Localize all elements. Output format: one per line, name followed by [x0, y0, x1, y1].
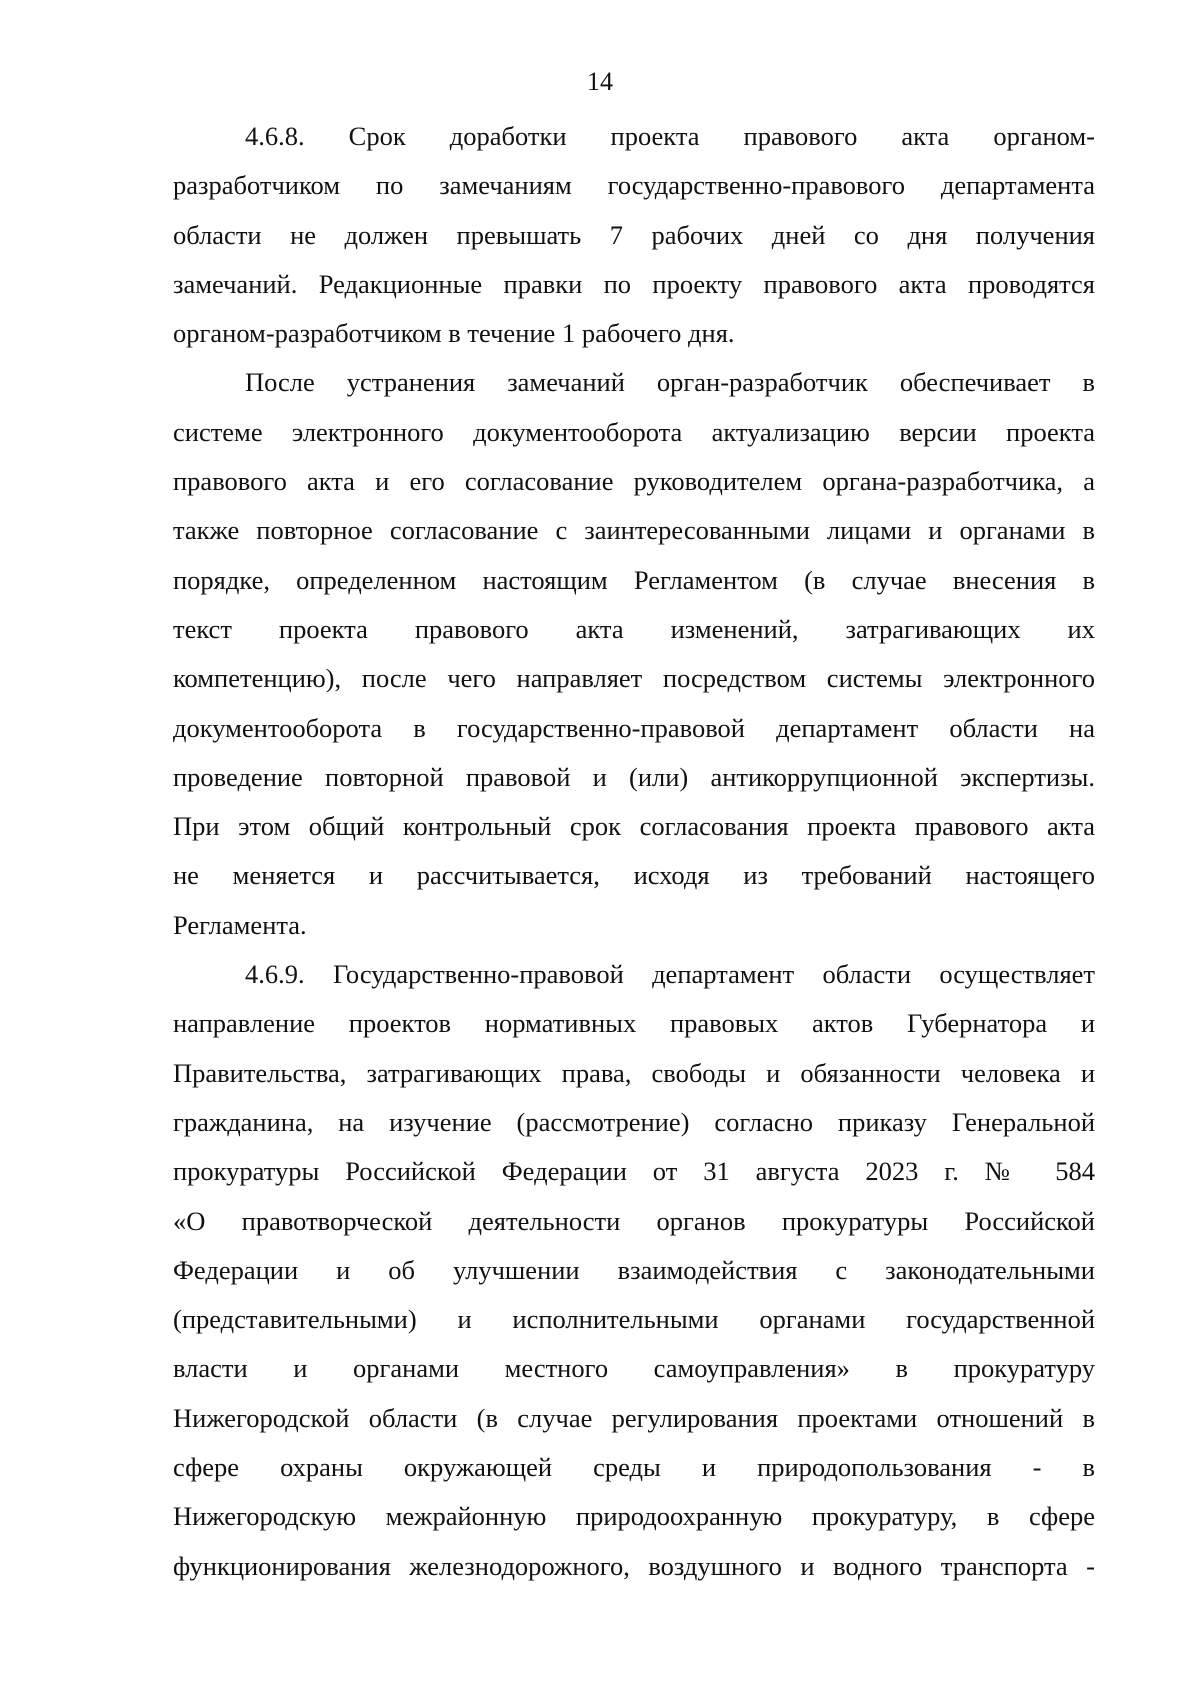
text-line: текст проекта правового акта изменений, затрагивающих их — [173, 613, 1095, 644]
text-line: документооборота в государственно-правовой департамент области на — [173, 712, 1095, 743]
text-line: власти и органами местного самоуправления» в прокуратуру — [173, 1353, 1095, 1384]
text-line: также повторное согласование с заинтересованными лицами и органами в — [173, 515, 1095, 546]
text-line: 4.6.8. Срок доработки проекта правового акта органом- — [245, 121, 1095, 151]
text-line: Регламента. — [173, 909, 307, 940]
text-line: разработчиком по замечаниям государственно-правового департамента — [173, 170, 1095, 201]
text-line: Нижегородской области (в случае регулирования проектами отношений в — [173, 1402, 1095, 1433]
text-line: области не должен превышать 7 рабочих дней со дня получения — [173, 219, 1095, 250]
text-line: гражданина, на изучение (рассмотрение) согласно приказу Генеральной — [173, 1106, 1095, 1137]
document-body — [173, 112, 1095, 1591]
text-line: функционирования железнодорожного, воздушного и водного транспорта - — [173, 1550, 1095, 1581]
paragraph-4-6-8 — [173, 112, 1095, 358]
text-line: не меняется и рассчитывается, исходя из требований настоящего — [173, 860, 1095, 891]
text-line: После устранения замечаний орган-разработчик обеспечивает в — [245, 367, 1095, 398]
text-line: сфере охраны окружающей среды и природопользования - в — [173, 1452, 1095, 1483]
page-number: 14 — [587, 67, 613, 96]
text-line: прокуратуры Российской Федерации от 31 августа 2023 г. № 584 — [173, 1156, 1095, 1187]
text-line: правового акта и его согласование руководителем органа-разработчика, а — [173, 466, 1095, 497]
text-line: При этом общий контрольный срок согласования проекта правового акта — [173, 811, 1095, 842]
text-line: направление проектов нормативных правовых актов Губернатора и — [173, 1008, 1095, 1039]
text-line: системе электронного документооборота актуализацию версии проекта — [173, 416, 1095, 447]
text-line: органом-разработчиком в течение 1 рабочего дня. — [173, 318, 735, 349]
paragraph-4-6-9 — [173, 950, 1095, 1591]
text-line: «О правотворческой деятельности органов прокуратуры Российской — [173, 1205, 1095, 1236]
paragraph-after-remarks — [173, 358, 1095, 950]
text-line: компетенцию), после чего направляет посредством системы электронного — [173, 663, 1095, 694]
text-line: замечаний. Редакционные правки по проекту правового акта проводятся — [173, 268, 1095, 299]
text-line: (представительными) и исполнительными органами государственной — [173, 1304, 1095, 1335]
text-line: проведение повторной правовой и (или) антикоррупционной экспертизы. — [173, 761, 1095, 792]
text-line: Правительства, затрагивающих права, свободы и обязанности человека и — [173, 1057, 1095, 1088]
text-line: Федерации и об улучшении взаимодействия с законодательными — [173, 1254, 1095, 1285]
text-line: порядке, определенном настоящим Регламентом (в случае внесения в — [173, 564, 1095, 595]
text-line: 4.6.9. Государственно-правовой департамент области осуществляет — [245, 959, 1095, 990]
text-line: Нижегородскую межрайонную природоохранную прокуратуру, в сфере — [173, 1501, 1095, 1532]
